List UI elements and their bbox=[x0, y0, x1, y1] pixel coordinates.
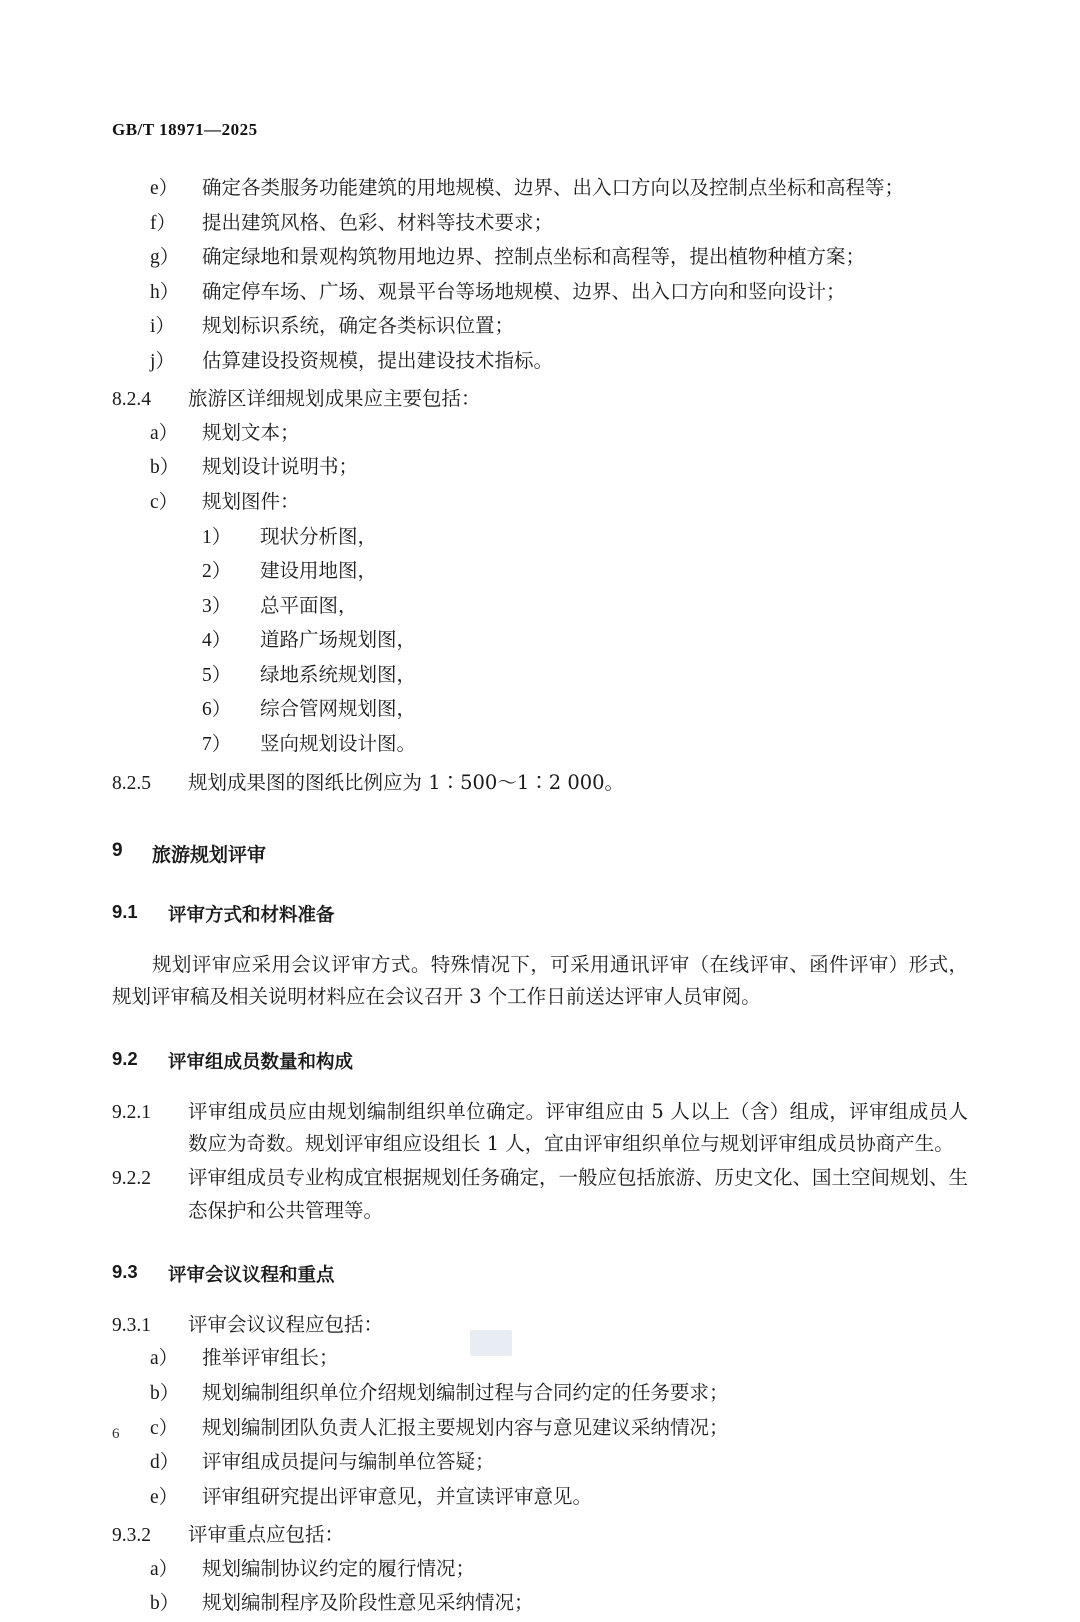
list-text: 确定停车场、广场、观景平台等场地规模、边界、出入口方向和竖向设计； bbox=[202, 279, 846, 303]
section-number: 9.1 bbox=[112, 900, 138, 922]
section-title: 评审方式和材料准备 bbox=[168, 903, 335, 925]
page-number: 6 bbox=[112, 1426, 120, 1442]
list-item bbox=[112, 276, 968, 309]
list-text: 规划设计说明书； bbox=[202, 455, 359, 479]
clause-text: 评审会议议程应包括： bbox=[188, 1313, 384, 1337]
list-marker: g） bbox=[150, 247, 180, 269]
sublist-marker: 1） bbox=[202, 526, 232, 548]
list-item bbox=[112, 1377, 968, 1410]
list-item bbox=[112, 310, 968, 343]
section-title: 评审会议议程和重点 bbox=[168, 1264, 335, 1286]
list-item bbox=[112, 1587, 968, 1620]
section-number: 9 bbox=[112, 839, 123, 861]
clause-8-2-4 bbox=[112, 383, 968, 416]
sublist-item bbox=[112, 624, 968, 657]
list-marker: e） bbox=[150, 178, 179, 199]
sublist-item bbox=[112, 521, 968, 554]
section-title: 旅游规划评审 bbox=[152, 844, 267, 866]
section-number: 9.3 bbox=[112, 1261, 138, 1283]
clause-9-3-2 bbox=[112, 1519, 968, 1552]
list-text: 规划编制协议约定的履行情况； bbox=[202, 1556, 476, 1580]
list-item bbox=[112, 1342, 968, 1375]
list-text: 规划编制组织单位介绍规划编制过程与合同约定的任务要求； bbox=[202, 1381, 729, 1405]
clause-text: 评审组成员专业构成宜根据规划任务确定，一般应包括旅游、历史文化、国土空间规划、生态保护和公共管理等。 bbox=[188, 1166, 969, 1222]
section-heading-9 bbox=[112, 840, 968, 867]
list-text: 评审组研究提出评审意见，并宣读评审意见。 bbox=[202, 1484, 593, 1508]
list-marker: e） bbox=[150, 1486, 179, 1508]
clause-text: 规划成果图的图纸比例应为 1∶500～1∶2 000。 bbox=[188, 770, 625, 794]
list-text: 规划图件： bbox=[202, 489, 300, 513]
list-821 bbox=[112, 172, 968, 377]
list-item bbox=[112, 1481, 968, 1514]
list-item bbox=[112, 1446, 968, 1479]
list-marker: a） bbox=[150, 1348, 179, 1370]
sublist-text: 现状分析图， bbox=[260, 524, 378, 548]
list-text: 推举评审组长； bbox=[202, 1346, 339, 1370]
list-item bbox=[112, 486, 968, 519]
sublist-marker: 3） bbox=[202, 595, 232, 617]
section-title: 评审组成员数量和构成 bbox=[168, 1050, 354, 1072]
sublist-item bbox=[112, 590, 968, 623]
clause-9-3-1 bbox=[112, 1309, 968, 1342]
section-heading-9-1 bbox=[112, 901, 968, 927]
clause-text: 评审重点应包括： bbox=[188, 1523, 345, 1547]
sublist-item bbox=[112, 555, 968, 588]
list-marker: h） bbox=[150, 281, 180, 303]
list-marker: c） bbox=[150, 491, 179, 513]
list-marker: b） bbox=[150, 1593, 180, 1615]
sublist-item bbox=[112, 728, 968, 761]
clause-9-2-1 bbox=[112, 1096, 968, 1161]
sublist-text: 绿地系统规划图， bbox=[260, 662, 417, 686]
clause-number: 9.3.1 bbox=[112, 1315, 151, 1337]
standard-code-header: GB/T 18971—2025 bbox=[112, 120, 258, 139]
section-heading-9-3 bbox=[112, 1261, 968, 1287]
section-number: 9.2 bbox=[112, 1047, 138, 1069]
sublist-text: 竖向规划设计图。 bbox=[260, 732, 417, 756]
list-824 bbox=[112, 417, 968, 761]
sublist-text: 道路广场规划图， bbox=[260, 628, 417, 652]
clause-number: 9.3.2 bbox=[112, 1525, 151, 1547]
list-item bbox=[112, 451, 968, 484]
list-marker: f） bbox=[150, 212, 176, 234]
list-text: 确定绿地和景观构筑物用地边界、控制点坐标和高程等，提出植物种植方案； bbox=[202, 245, 866, 269]
section-heading-9-2 bbox=[112, 1048, 968, 1074]
clause-text: 旅游区详细规划成果应主要包括： bbox=[188, 387, 481, 411]
list-marker: j） bbox=[150, 350, 175, 372]
list-text: 确定各类服务功能建筑的用地规模、边界、出入口方向以及控制点坐标和高程等； bbox=[202, 176, 905, 199]
clause-text: 评审组成员应由规划编制组织单位确定。评审组应由 5 人以上（含）组成，评审组成员人数应为奇数。规划评审组应设组长 1 人，宜由评审组织单位与规划评审组成员协商产生。 bbox=[188, 1099, 968, 1156]
list-item bbox=[112, 1553, 968, 1586]
list-item bbox=[112, 172, 968, 205]
clause-8-2-5 bbox=[112, 767, 968, 800]
list-text: 规划标识系统，确定各类标识位置； bbox=[202, 314, 515, 338]
list-item bbox=[112, 345, 968, 378]
page-content bbox=[112, 120, 968, 1622]
clause-number: 9.2.1 bbox=[112, 1101, 151, 1123]
list-marker: a） bbox=[150, 1558, 179, 1580]
sublist-text: 总平面图， bbox=[260, 593, 358, 617]
list-item bbox=[112, 207, 968, 240]
list-text: 提出建筑风格、色彩、材料等技术要求； bbox=[202, 210, 554, 234]
watermark-mark bbox=[470, 1330, 512, 1356]
sublist-marker: 2） bbox=[202, 561, 232, 583]
list-marker: c） bbox=[150, 1417, 179, 1439]
sublist-text: 综合管网规划图， bbox=[260, 697, 417, 721]
clause-number: 8.2.5 bbox=[112, 772, 151, 794]
list-item bbox=[112, 1412, 968, 1445]
list-marker: d） bbox=[150, 1452, 180, 1474]
sublist-item bbox=[112, 659, 968, 692]
clause-number: 8.2.4 bbox=[112, 389, 151, 411]
list-text: 估算建设投资规模，提出建设技术指标。 bbox=[202, 348, 554, 372]
clause-number: 9.2.2 bbox=[112, 1168, 151, 1190]
list-text: 规划文本； bbox=[202, 420, 300, 444]
list-text: 规划编制团队负责人汇报主要规划内容与意见建议采纳情况； bbox=[202, 1415, 729, 1439]
list-932 bbox=[112, 1553, 968, 1620]
sublist-marker: 5） bbox=[202, 664, 232, 686]
sublist-marker: 6） bbox=[202, 699, 232, 721]
list-marker: b） bbox=[150, 1383, 180, 1405]
paragraph-9-1: 规划评审应采用会议评审方式。特殊情况下，可采用通讯评审（在线评审、函件评审）形式，规划评审稿及相关说明材料应在会议召开 3 个工作日前送达评审人员审阅。 bbox=[112, 952, 968, 1009]
list-931 bbox=[112, 1342, 968, 1513]
list-text: 评审组成员提问与编制单位答疑； bbox=[202, 1450, 495, 1474]
list-item bbox=[112, 241, 968, 274]
list-marker: b） bbox=[150, 457, 180, 479]
sublist-item bbox=[112, 693, 968, 726]
list-marker: i） bbox=[150, 316, 175, 338]
list-marker: a） bbox=[150, 422, 179, 444]
sublist-text: 建设用地图， bbox=[260, 559, 378, 583]
list-text: 规划编制程序及阶段性意见采纳情况； bbox=[202, 1591, 534, 1615]
sublist-marker: 4） bbox=[202, 630, 232, 652]
sublist-marker: 7） bbox=[202, 734, 232, 756]
list-item bbox=[112, 417, 968, 450]
clause-9-2-2 bbox=[112, 1162, 968, 1227]
